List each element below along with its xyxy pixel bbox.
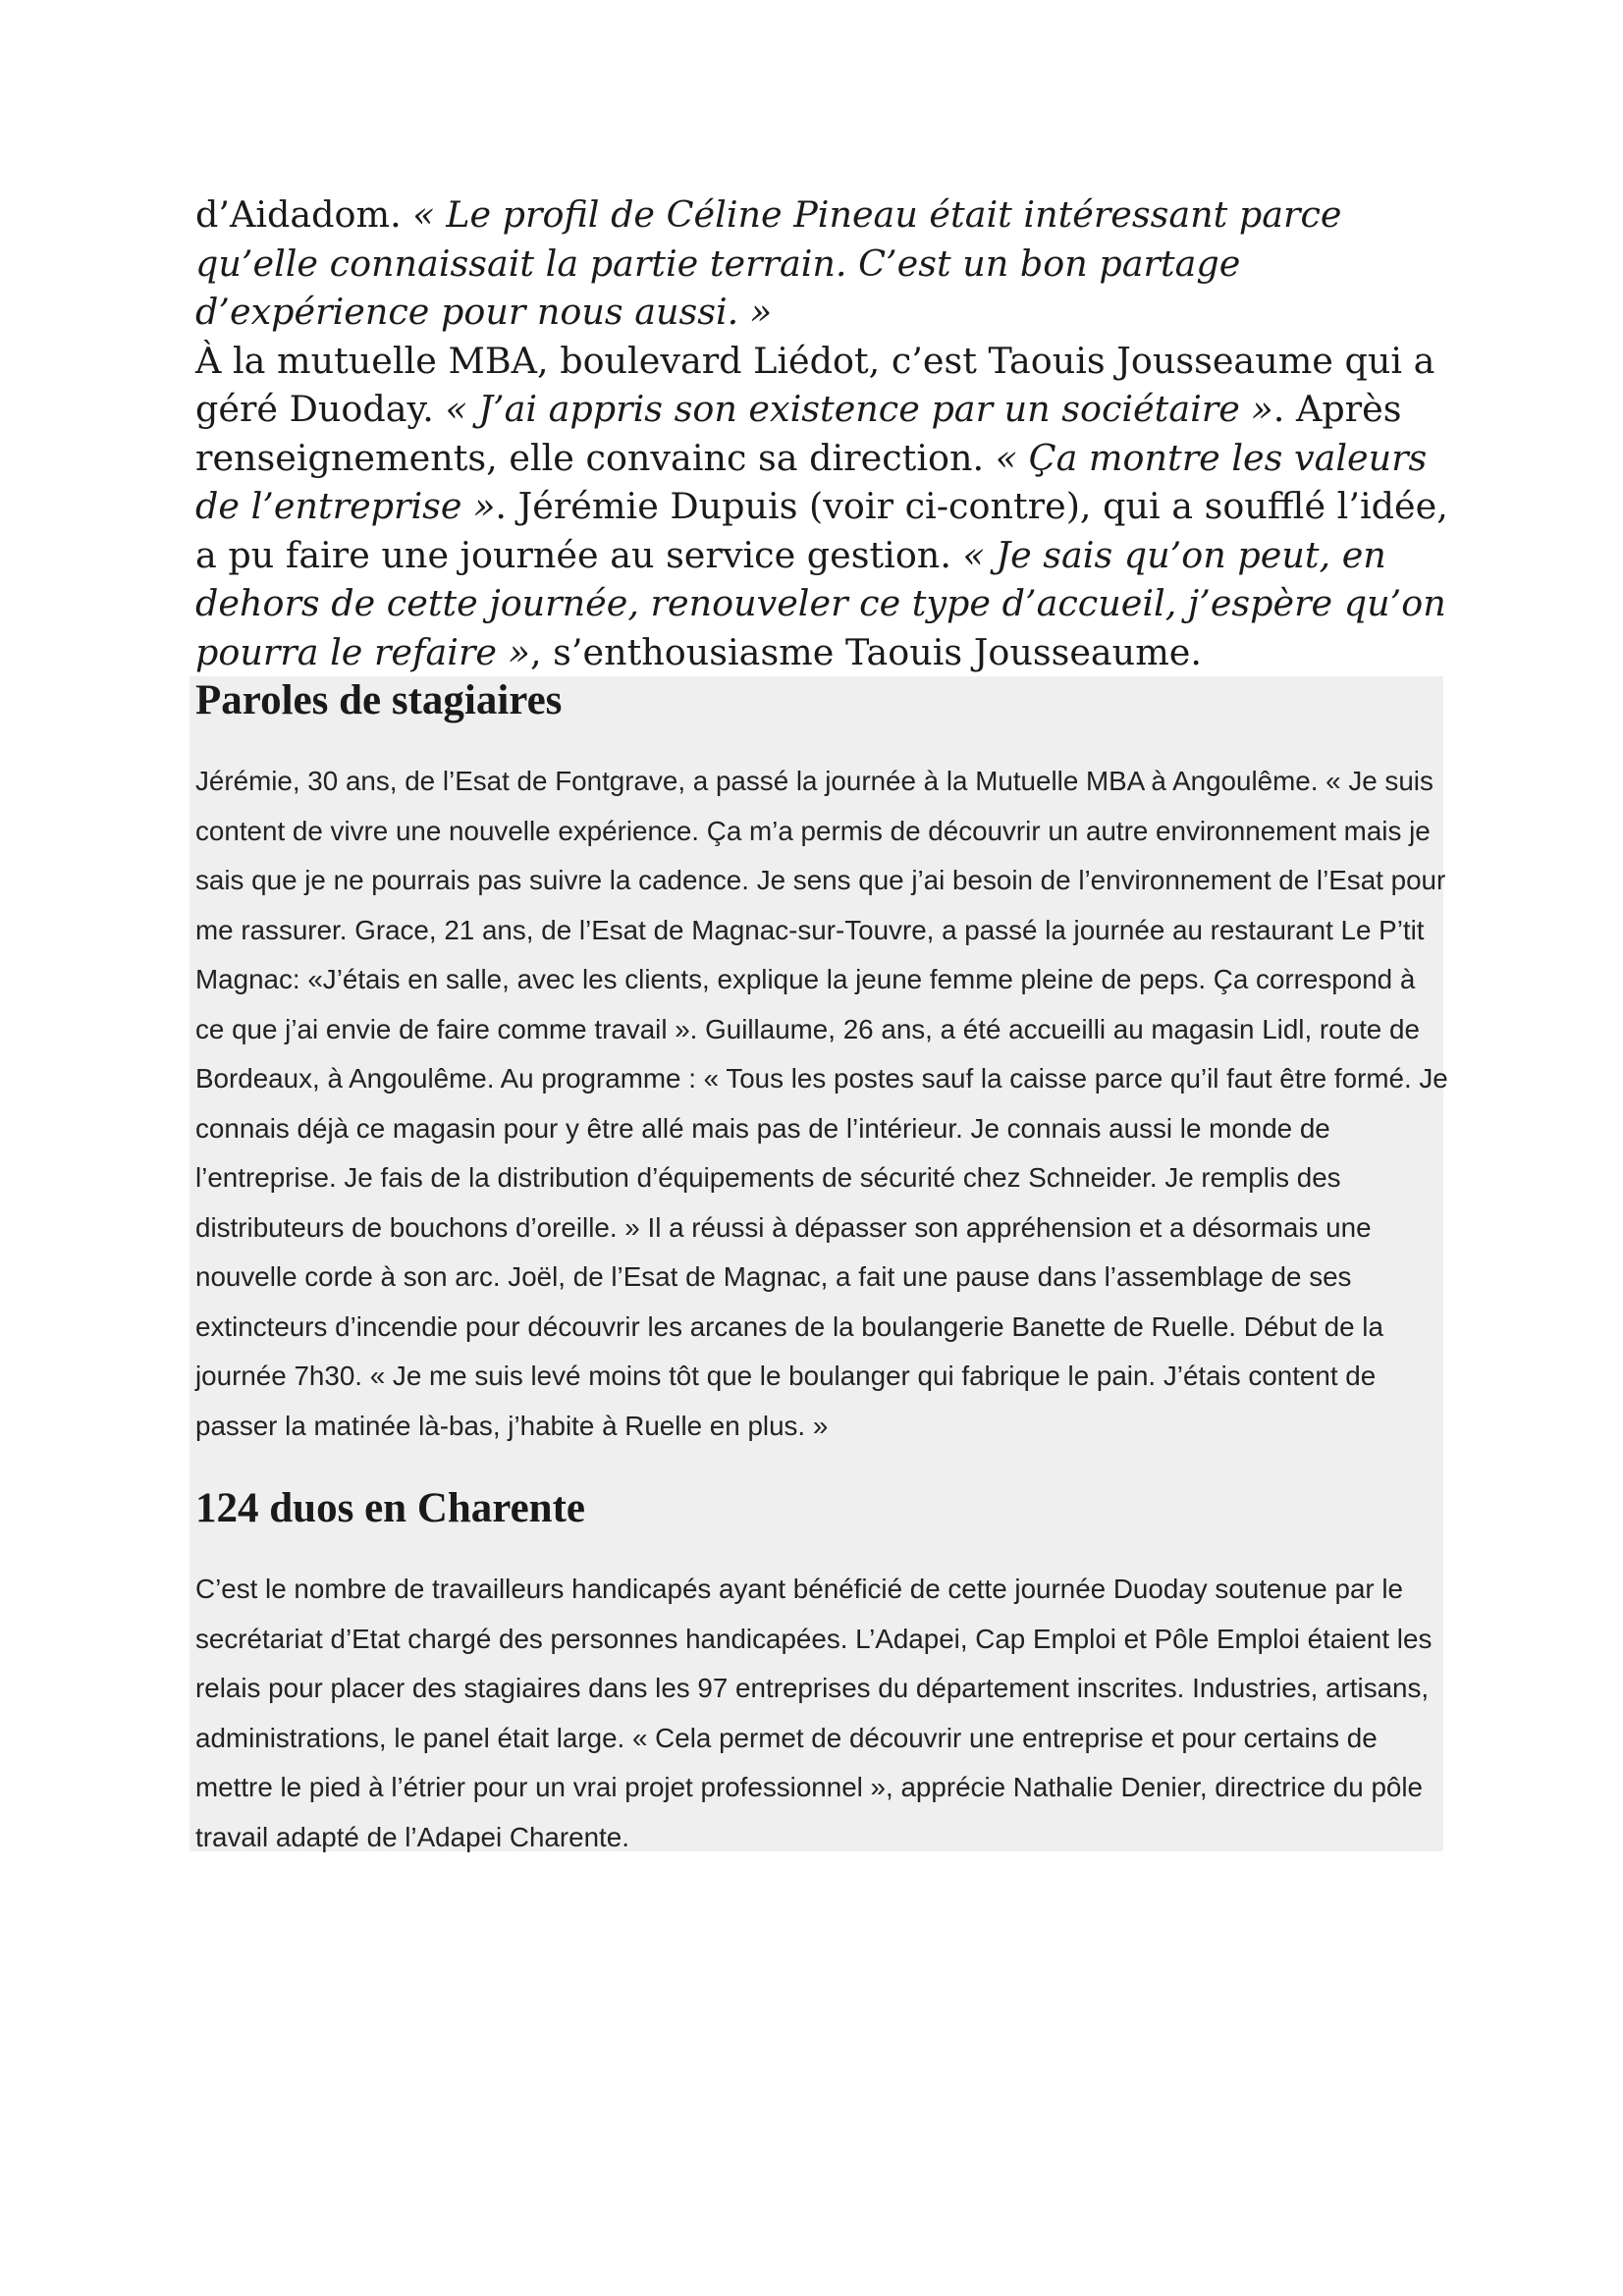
paragraph-text: , s’enthousiasme Taouis Jousseaume. (529, 630, 1203, 673)
paragraph-aidadom (195, 190, 1462, 337)
quote-renouveler: « Je sais qu’on peut, en dehors de cette journée, renouveler ce type d’accueil, j’espère qu’on pourra le refaire » (195, 533, 1446, 673)
quote-societaire: « J’ai appris son existence par un sociétaire » (445, 388, 1273, 430)
box-title-124-duos: 124 duos en Charente (195, 1485, 585, 1531)
paragraph-mutuelle-mba (195, 337, 1462, 677)
main-article (195, 190, 1462, 676)
paragraph-lead-text: d’Aidadom. (195, 193, 413, 236)
quote-valeurs: « Ça montre les valeurs de l’entreprise » (195, 436, 1428, 527)
paragraph-text: À la mutuelle MBA, boulevard Liédot, c’est Taouis Jousseaume qui a géré Duoday. (195, 339, 1435, 430)
paragraph-text: . Après renseignements, elle convainc sa direction. (195, 388, 1402, 479)
box-body-124-duos: C’est le nombre de travailleurs handicapés ayant bénéficié de cette journée Duoday soutenue par le secrétariat d’Etat chargé des personnes handicapées. L’Adapei, Cap Emploi et Pôle Emploi étaient les relais pour placer des stagiaires dans les 97 entreprises du département inscrites. Industries, artisans, administrations, le panel était large. « Cela permet de découvrir une entreprise et pour certains de mettre le pied à l’étrier pour un vrai projet professionnel », apprécie Nathalie Denier, directrice du pôle travail adapté de l’Adapei Charente. (195, 1574, 1433, 1852)
sidebar-boxes (189, 676, 1448, 1852)
box-title-paroles-de-stagiaires: Paroles de stagiaires (195, 677, 563, 723)
paragraph-text: . Jérémie Dupuis (voir ci-contre), qui a soufflé l’idée, a pu faire une journée au service gestion. (195, 485, 1448, 576)
quote-celine-pineau: « Le profil de Céline Pineau était intéressant parce qu’elle connaissait la partie terrain. C’est un bon partage d’expérience pour nous aussi. » (195, 193, 1342, 333)
box-body-paroles-de-stagiaires: Jérémie, 30 ans, de l’Esat de Fontgrave, a passé la journée à la Mutuelle MBA à Angoulême. « Je suis content de vivre une nouvelle expérience. Ça m’a permis de découvrir un autre environnement mais je sais que je ne pourrais pas suivre la cadence. Je sens que j’ai besoin de l’environnement de l’Esat pour me rassurer. Grace, 21 ans, de l’Esat de Magnac-sur-Touvre, a passé la journée au restaurant Le P’tit Magnac: «J’étais en salle, avec les clients, explique la jeune femme pleine de peps. Ça correspond à ce que j’ai envie de faire comme travail ». Guillaume, 26 ans, a été accueilli au magasin Lidl, route de Bordeaux, à Angoulême. Au programme : « Tous les postes sauf la caisse parce qu’il faut être formé. Je connais déjà ce magasin pour y être allé mais pas de l’intérieur. Je connais aussi le monde de l’entreprise. Je fais de la distribution d’équipements de sécurité chez Schneider. Je remplis des distributeurs de bouchons d’oreille. » Il a réussi à dépasser son appréhension et a désormais une nouvelle corde à son arc. Joël, de l’Esat de Magnac, a fait une pause dans l’assemblage de ses extincteurs d’incendie pour découvrir les arcanes de la boulangerie Banette de Ruelle. Début de la journée 7h30. « Je me suis levé moins tôt que le boulanger qui fabrique le pain. J’étais content de passer la matinée là-bas, j’habite à Ruelle en plus. » (195, 766, 1448, 1441)
